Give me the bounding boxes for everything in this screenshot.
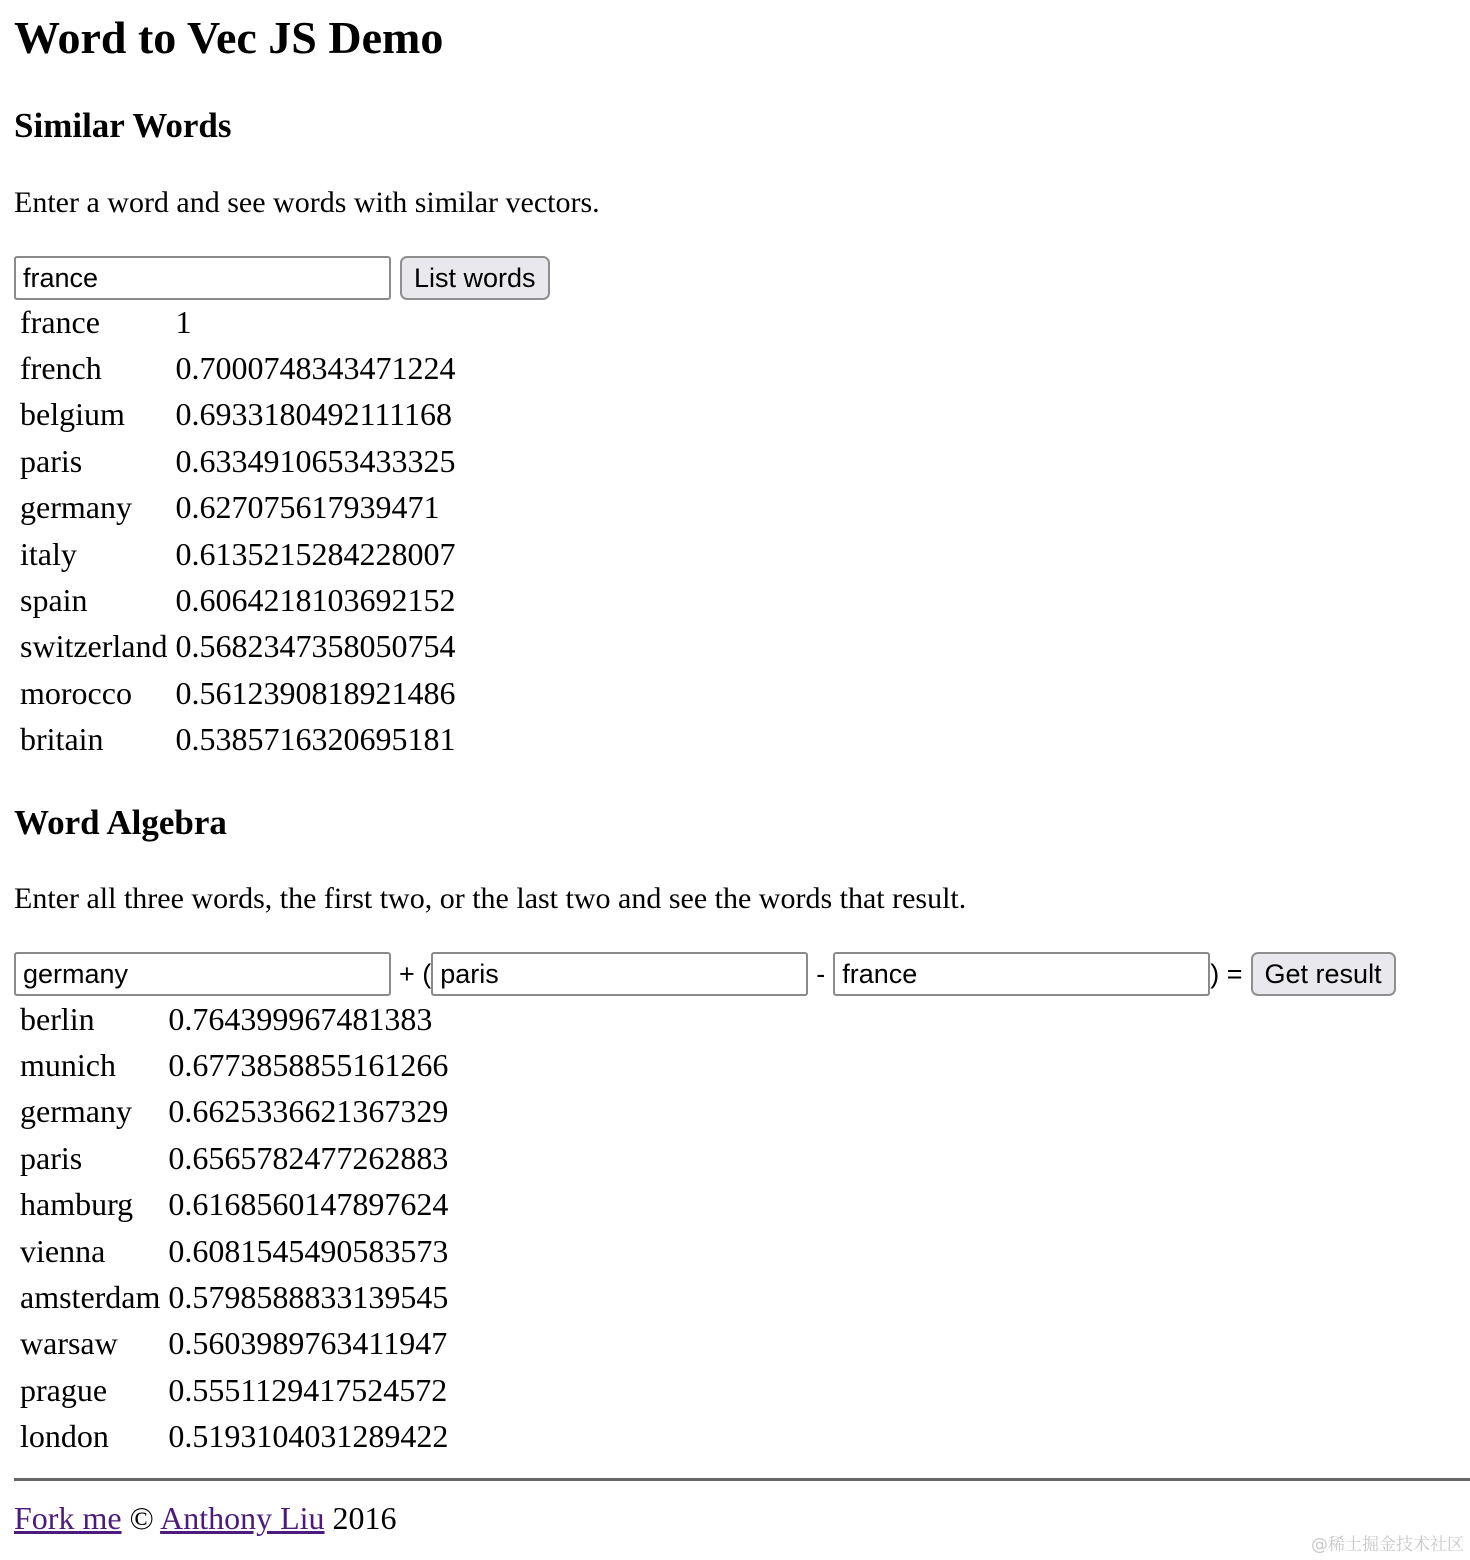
- result-score: 0.6168560147897624: [168, 1186, 449, 1223]
- result-score: 0.6625336621367329: [168, 1093, 449, 1130]
- table-row: [20, 345, 456, 391]
- similar-word-input[interactable]: [14, 256, 391, 300]
- result-score: 0.7000748343471224: [175, 350, 456, 387]
- result-score: 0.5798588833139545: [168, 1279, 449, 1316]
- result-word: hamburg: [20, 1186, 134, 1223]
- fork-me-link[interactable]: Fork me: [14, 1500, 122, 1536]
- algebra-word3-input[interactable]: [833, 952, 1210, 996]
- table-row: [20, 717, 456, 763]
- result-word: germany: [20, 489, 132, 526]
- copyright-symbol: ©: [129, 1500, 154, 1536]
- similar-words-form: [14, 256, 550, 300]
- watermark: @稀土掘金技术社区: [1311, 1535, 1464, 1555]
- result-score: 0.764399967481383: [168, 1000, 433, 1037]
- result-score: 0.6064218103692152: [175, 582, 456, 619]
- algebra-word2-input[interactable]: [431, 952, 808, 996]
- result-word: belgium: [20, 396, 125, 433]
- copyright-year: 2016: [332, 1500, 397, 1536]
- result-score: 0.6565782477262883: [168, 1139, 449, 1176]
- list-words-button[interactable]: List words: [400, 256, 550, 300]
- word-algebra-form: [14, 952, 1396, 996]
- result-score: 0.6334910653433325: [175, 442, 456, 479]
- word-algebra-results: [18, 996, 450, 1460]
- footer: [14, 1498, 397, 1538]
- result-score: 0.5603989763411947: [168, 1325, 448, 1362]
- result-score: 0.6933180492111168: [175, 396, 452, 433]
- result-word: britain: [20, 721, 104, 758]
- result-word: paris: [20, 442, 83, 479]
- result-score: 1: [175, 303, 192, 340]
- table-row: [20, 1228, 448, 1274]
- word-algebra-description: Enter all three words, the first two, or the last two and see the words that result.: [14, 882, 967, 915]
- table-row: [20, 577, 456, 623]
- result-word: spain: [20, 582, 88, 619]
- table-row: [20, 531, 456, 577]
- table-row: [20, 996, 448, 1042]
- author-link[interactable]: Anthony Liu: [160, 1500, 325, 1536]
- table-row: [20, 1089, 448, 1135]
- result-score: 0.5682347358050754: [175, 628, 456, 665]
- result-word: munich: [20, 1047, 116, 1084]
- table-row: [20, 1042, 448, 1088]
- page-title: Word to Vec JS Demo: [14, 12, 444, 63]
- result-score: 0.5551129417524572: [168, 1371, 448, 1408]
- result-score: 0.6081545490583573: [168, 1232, 449, 1269]
- table-row: [20, 1274, 448, 1320]
- table-row: [20, 670, 456, 716]
- result-word: warsaw: [20, 1325, 118, 1362]
- result-score: 0.5385716320695181: [175, 721, 456, 758]
- footer-divider: [14, 1478, 1470, 1481]
- table-row: [20, 392, 456, 438]
- table-row: [20, 1135, 448, 1181]
- table-row: [20, 1182, 448, 1228]
- table-row: [20, 299, 456, 345]
- result-word: switzerland: [20, 628, 168, 665]
- close-paren-equals: ) =: [1210, 958, 1243, 989]
- result-word: morocco: [20, 674, 132, 711]
- table-row: [20, 1414, 448, 1460]
- similar-words-description: Enter a word and see words with similar vectors.: [14, 186, 600, 219]
- table-row: [20, 624, 456, 670]
- plus-open-paren: + (: [399, 958, 432, 989]
- result-score: 0.627075617939471: [175, 489, 440, 526]
- get-result-button[interactable]: Get result: [1251, 952, 1396, 996]
- similar-words-results: [18, 299, 458, 763]
- result-score: 0.6773858855161266: [168, 1047, 449, 1084]
- result-word: vienna: [20, 1232, 106, 1269]
- table-row: [20, 1367, 448, 1413]
- result-word: amsterdam: [20, 1279, 161, 1316]
- table-row: [20, 1321, 448, 1367]
- result-word: italy: [20, 535, 77, 572]
- result-word: prague: [20, 1371, 108, 1408]
- word-algebra-heading: Word Algebra: [14, 803, 227, 842]
- similar-words-heading: Similar Words: [14, 106, 232, 145]
- result-word: paris: [20, 1139, 83, 1176]
- result-word: french: [20, 350, 102, 387]
- table-row: [20, 485, 456, 531]
- result-score: 0.5612390818921486: [175, 674, 456, 711]
- algebra-word1-input[interactable]: [14, 952, 391, 996]
- result-word: germany: [20, 1093, 132, 1130]
- table-row: [20, 438, 456, 484]
- result-word: london: [20, 1418, 109, 1455]
- minus-operator: -: [816, 958, 826, 989]
- result-score: 0.6135215284228007: [175, 535, 456, 572]
- result-word: berlin: [20, 1000, 95, 1037]
- result-word: france: [20, 303, 100, 340]
- result-score: 0.5193104031289422: [168, 1418, 449, 1455]
